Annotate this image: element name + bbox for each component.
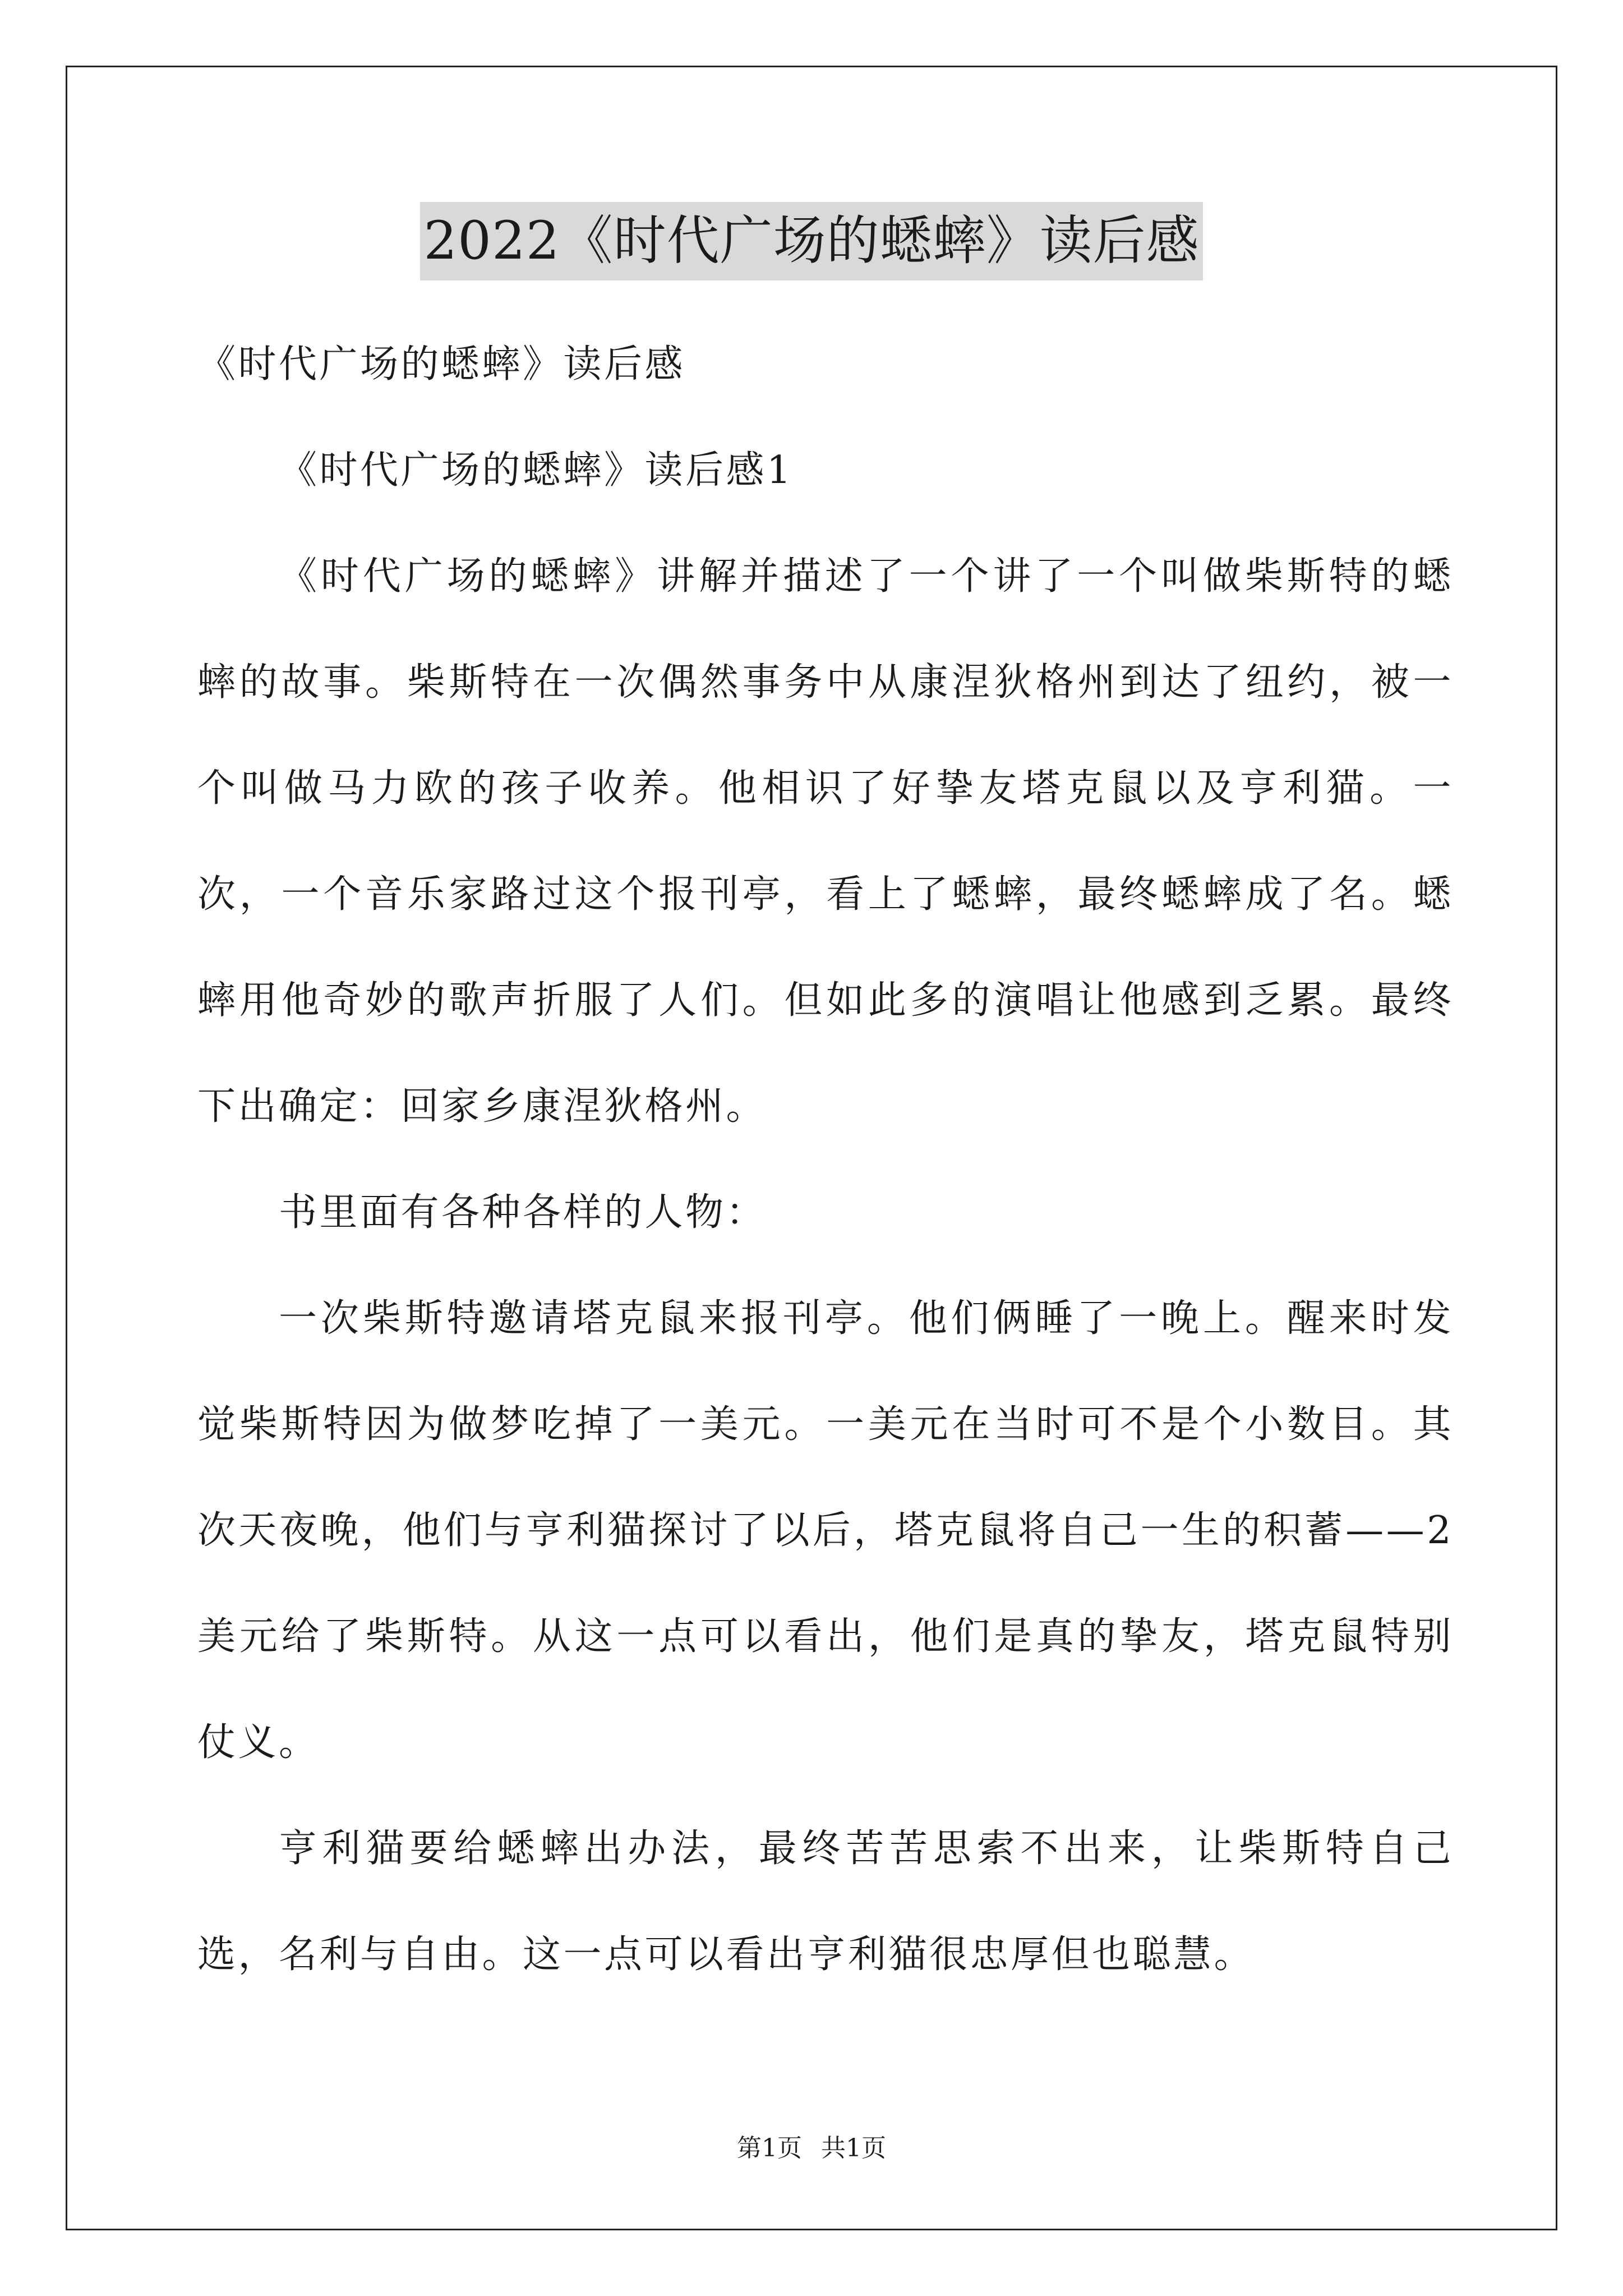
paragraph: 一次柴斯特邀请塔克鼠来报刊亭。他们俩睡了一晚上。醒来时发觉柴斯特因为做梦吃掉了一美元。一美元在当时可不是个小数目。其次天夜晚，他们与亨利猫探讨了以后，塔克鼠将自己一生的积蓄——2美元给了柴斯特。从这一点可以看出，他们是真的挚友，塔克鼠特别仗义。: [197, 1296, 1454, 1765]
page-number: 第1页: [737, 2134, 802, 2162]
page-total: 共1页: [821, 2134, 886, 2162]
paragraph: 《时代广场的蟋蟀》读后感: [197, 342, 686, 386]
paragraph: 《时代广场的蟋蟀》读后感1: [279, 448, 794, 493]
paragraph: 亨利猫要给蟋蟀出办法，最终苦苦思索不出来，让柴斯特自己选，名利与自由。这一点可以看出亨利猫很忠厚但也聪慧。: [197, 1826, 1454, 1977]
paragraph: 《时代广场的蟋蟀》讲解并描述了一个讲了一个叫做柴斯特的蟋蟀的故事。柴斯特在一次偶然事务中从康涅狄格州到达了纽约，被一个叫做马力欧的孩子收养。他相识了好挚友塔克鼠以及亨利猫。一次，一个音乐家路过这个报刊亭，看上了蟋蟀，最终蟋蟀成了名。蟋蟀用他奇妙的歌声折服了人们。但如此多的演唱让他感到乏累。最终下出确定：回家乡康涅狄格州。: [197, 554, 1454, 1129]
page-footer: [0, 2132, 1623, 2165]
paragraph: 书里面有各种各样的人物：: [279, 1190, 767, 1235]
document-title: 2022《时代广场的蟋蟀》读后感: [420, 202, 1202, 280]
title-container: [0, 202, 1623, 280]
document-body: [197, 311, 1454, 2008]
